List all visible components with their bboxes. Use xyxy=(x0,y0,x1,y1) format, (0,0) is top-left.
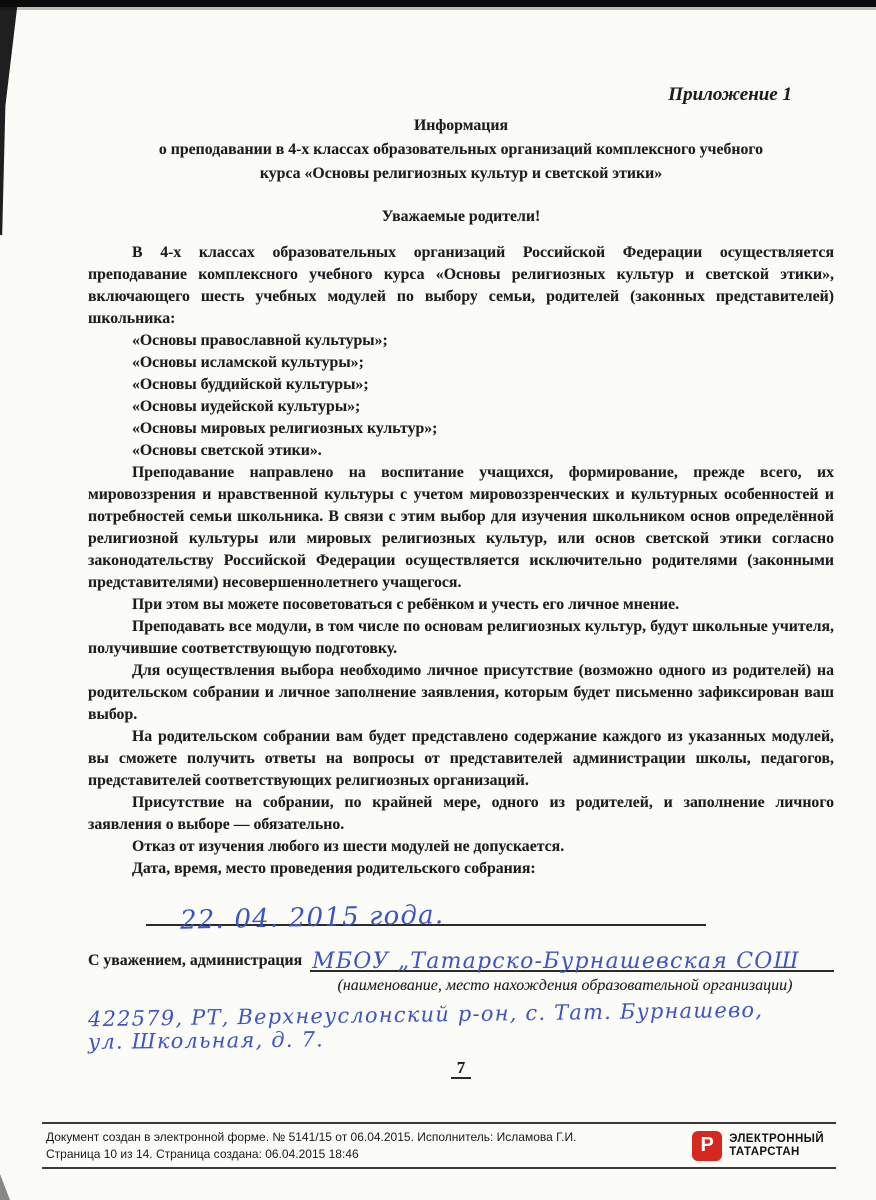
module-item-judaic: «Основы иудейской культуры»; xyxy=(132,398,361,415)
handwritten-meeting-date: 22. 04. 2015 года. xyxy=(179,900,445,936)
paragraph-meeting-datetime: Дата, время, место проведения родительского собрания: xyxy=(132,860,536,877)
paragraph-meeting-content: На родительском собрании вам будет представлено содержание каждого из указанных модулей, вы сможете получить ответы на вопросы от представителей администрации школы, педагогов, представителей соответствующих религиозных организаций. xyxy=(88,728,834,789)
title-line-3: курса «Основы религиозных культур и светской этики» xyxy=(259,165,663,182)
page-number: 7 xyxy=(88,1057,834,1079)
module-item-secular-ethics: «Основы светской этики». xyxy=(132,442,322,459)
paragraph-goal: Преподавание направлено на воспитание учащихся, формирование, прежде всего, их мировоззрения и нравственной культуры с учетом мировоззренческих и культурных особенностей и потребностей семьи школьника. В связи с этим выбор для изучения школьником основ определённой религиозной культуры или мировых религиозных культур, или основ светской этики согласно законодательству Российской Федерации осуществляется исключительно родителями (законными представителями) несовершеннолетнего учащегося. xyxy=(88,464,834,591)
scan-artifact-top-shadow xyxy=(0,7,876,10)
footer-band xyxy=(42,1122,836,1169)
handwritten-address-line-2: ул. Школьная, д. 7. xyxy=(87,1027,325,1054)
paragraph-child-opinion: При этом вы можете посоветоваться с ребёнком и учесть его личное мнение. xyxy=(132,596,680,613)
electronic-tatarstan-logo-icon: Р xyxy=(692,1131,722,1161)
paragraph-teachers: Преподавать все модули, в том числе по основам религиозных культур, будут школьные учителя, получившие соответствующую подготовку. xyxy=(88,618,834,657)
electronic-tatarstan-logo-text xyxy=(729,1133,824,1159)
salutation: Уважаемые родители! xyxy=(381,208,541,225)
title-line-2: о преподавании в 4-х классах образовательных организаций комплексного учебного xyxy=(158,141,764,158)
module-item-world-cultures: «Основы мировых религиозных культур»; xyxy=(132,420,438,437)
signature-caption: (наименование, место нахождения образовательной организации) xyxy=(337,977,793,994)
logo-text-line-1: ЭЛЕКТРОННЫЙ xyxy=(729,1132,824,1145)
paragraph-attendance-required: Присутствие на собрании, по крайней мере, одного из родителей, и заполнение личного заявления о выборе — обязательно. xyxy=(88,794,834,833)
electronic-tatarstan-logo xyxy=(692,1131,832,1161)
scan-artifact-bottom-left xyxy=(0,1174,10,1200)
paragraph-personal-presence: Для осуществления выбора необходимо личное присутствие (возможно одного из родителей) на родительском собрании и личное заполнение заявления, которым будет письменно зафиксирован ваш выбор. xyxy=(88,662,834,723)
scan-artifact-top-edge xyxy=(0,0,876,7)
module-item-islamic: «Основы исламской культуры»; xyxy=(132,354,364,371)
handwritten-address-line-1: 422579, РТ, Верхнеуслонский р-он, с. Тат. Бурнашево, xyxy=(87,997,764,1032)
paragraph-refusal: Отказ от изучения любого из шести модулей не допускается. xyxy=(132,838,565,855)
scan-artifact-left-edge xyxy=(0,0,18,235)
signature-prefix: С уважением, администрация xyxy=(88,952,303,969)
document-title xyxy=(88,114,834,186)
footer-text xyxy=(46,1129,576,1163)
modules-list xyxy=(88,330,834,462)
title-line-1: Информация xyxy=(413,117,509,134)
module-item-orthodox: «Основы православной культуры»; xyxy=(132,332,388,349)
handwritten-organization-name: МБОУ „Татарско-Бурнашевская СОШ xyxy=(312,949,800,974)
logo-text-line-2: ТАТАРСТАН xyxy=(729,1145,800,1158)
signature-row xyxy=(88,942,834,972)
footer-document-info: Документ создан в электронной форме. № 5141/15 от 06.04.2015. Исполнитель: Исламова Г.И. xyxy=(46,1129,577,1144)
annex-label: Приложение 1 xyxy=(668,84,792,105)
document-content xyxy=(88,84,834,1079)
footer-page-info: Страница 10 из 14. Страница создана: 06.04.2015 18:46 xyxy=(46,1146,359,1161)
module-item-buddhist: «Основы буддийской культуры»; xyxy=(132,376,369,393)
meeting-date-blank-line xyxy=(146,890,706,936)
organization-blank-line xyxy=(310,942,834,972)
paragraph-intro: В 4-х классах образовательных организаций Российской Федерации осуществляется преподавание комплексного учебного курса «Основы религиозных культур и светской этики», включающего шесть учебных модулей по выбору семьи, родителей (законных представителей) школьника: xyxy=(88,244,834,327)
